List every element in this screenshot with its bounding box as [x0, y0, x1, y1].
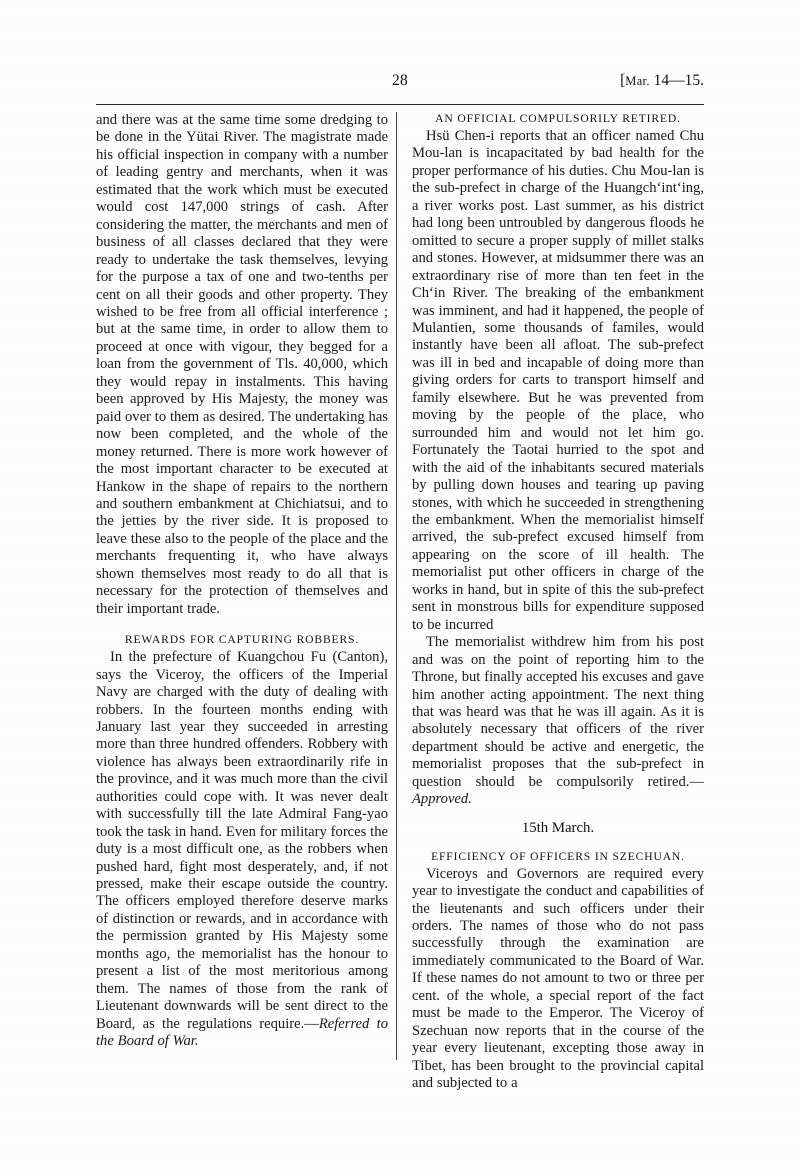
header-rule	[96, 104, 704, 105]
paragraph-rewards-body	[96, 649, 388, 1050]
issue-date-bracket: [	[620, 72, 626, 89]
heading-an-official-compulsorily-retired: AN OFFICIAL COMPULSORILY RETIRED.	[435, 112, 681, 125]
paragraph-rewards-text: In the prefecture of Kuangchou Fu (Canton), says the Viceroy, the officers of the Imperial Navy are charged with the duty of dealing with robbers. In the fourteen months ending with January last year they succeeded in arresting more than three hundred offenders. Robbery with violence has always been extraordinarily rife in the province, and it was much more than the civil authorities could cope with. It was never dealt with successfully till the late Admiral Fang-yao took the task in hand. Even for military forces the duty is a most difficult one, as the robbers when pushed hard, fight most desperately, and, if not pressed, make their escape outside the country. The officers employed therefore deserve marks of distinction or rewards, and in accordance with the permission granted by His Majesty some months ago, the memorialist has the honour to present a list of the most meritorious among them. The names of those from the rank of Lieutenant downwards will be sent direct to the Board, as the regulations require.—	[96, 649, 388, 1032]
heading-rewards-for-capturing-robbers: REWARDS FOR CAPTURING ROBBERS.	[124, 633, 360, 647]
text-columns	[96, 112, 704, 1092]
issue-date-days: 14—15.	[649, 72, 704, 89]
paragraph-continued: and there was at the same time some dredging to be done in the Yütai River. The magistrate made his official inspection in company with a number of leading gentry and merchants, when it was estimated that the work which must be executed would cost 147,000 strings of cash. After considering the matter, the merchants and men of business of all classes declared that they were ready to undertake the task themselves, levying for the purpose a tax of one and two-tenths per cent on all their goods and other property. They wished to be free from all official interference ; but at the same time, in order to allow them to proceed at once with vigour, they begged for a loan from the government of Tls. 40,000, which they would repay in instalments. This having been approved by His Majesty, the money was paid over to them as desired. The undertaking has now been completed, and the whole of the money returned. There is more work however of the most important character to be executed at Hankow in the shape of repairs to the northern and southern embankment at Chichiatsui, and to the jetties by the river side. It is proposed to leave these also to the people of the place and the merchants frequenting it, who have always shown themselves most ready to do all that is necessary for the protection of themselves and their important trade.	[96, 112, 388, 617]
paragraph-official-retired-2-text: The memorialist withdrew him from his post and was on the point of reporting him to the Throne, but finally accepted his excuses and gave him another acting appointment. The next thing that was heard was that he was ill again. As it is absolutely necessary that officers of the river department should be active and energetic, the memorialist proposes that the sub-prefect in question should be compulsorily retired.—	[412, 634, 704, 790]
paragraph-efficiency-szechuan: Viceroys and Governors are required every year to investigate the conduct and capabilities of the lieutenants and such officers under their orders. The names of those who do not pass successfully through the examination are immediately communicated to the Board of War. If these names do not amount to two or three per cent. of the whole, a special report of the fact must be made to the Emperor. The Viceroy of Szechuan now reports that in the course of the year every lieutenant, excepting those away in Tibet, has been brought to the provincial capital and subjected to a	[412, 865, 704, 1092]
paragraph-official-retired-2	[412, 634, 704, 809]
referral-note-italic: Referred to the Board of War.	[96, 1015, 388, 1050]
approved-note-italic: Approved.	[412, 791, 472, 808]
right-column	[412, 112, 704, 1093]
issue-date-month: Mar.	[625, 74, 650, 88]
paragraph-official-retired-1: Hsü Chen-i reports that an officer named Chu Mou-lan is incapacitated by bad health for the proper performance of his duties. Chu Mou-lan is the sub-prefect in charge of the Huangch‘int‘ing, a river works post. Last summer, as his district had long been untroubled by dangerous floods he omitted to secure a proper supply of millet stalks and stones. However, at midsummer there was an extraordinary rise of more than ten feet in the Ch‘in River. The breaking of the embankment was imminent, and had it happened, the people of Mulantien, some thousands of familes, would instantly have been all afloat. The sub-prefect was ill in bed and incapable of doing more than giving orders for carts to transport himself and family elsewhere. But he was prevented from moving by the people of the place, who surrounded him and would not let him go. Fortunately the Taotai hurried to the spot and with the aid of the inhabitants secured materials by pulling down houses and tearing up paving stones, with which he succeeded in strengthening the embankment. When the memorialist himself arrived, the sub-prefect excused himself from appearing on the score of ill health. The memorialist put other officers in charge of the works in hand, but in spite of this the sub-prefect sent in monstrous bills for expenditure supposed to be incurred	[412, 128, 704, 633]
page-number: 28	[392, 72, 408, 89]
left-column	[96, 112, 388, 1051]
heading-efficiency-of-officers-in-szechuan: EFFICIENCY OF OFFICERS IN SZECHUAN.	[431, 849, 685, 863]
issue-date-label	[620, 72, 704, 90]
date-line-15th-march: 15th March.	[521, 819, 595, 836]
running-head	[96, 72, 704, 96]
